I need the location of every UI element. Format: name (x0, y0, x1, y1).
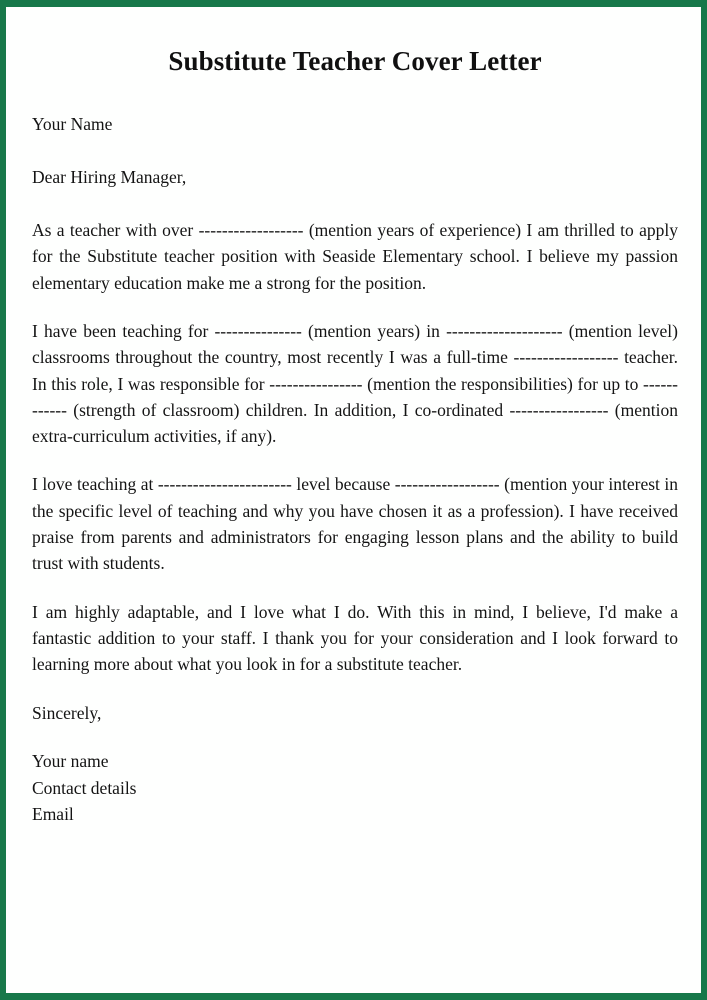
salutation: Dear Hiring Manager, (32, 167, 187, 188)
body-paragraph-1: As a teacher with over ------------------ (mention years of experience) I am thrilled to apply for the Substitute teacher position with Seaside Elementary school. I believe my passion elementary education make me a strong for the position. (32, 220, 678, 293)
spacer (32, 577, 678, 599)
body-paragraph-3: I love teaching at ----------------------- level because ------------------ (mention your interest in the specific level of teaching and why you have chosen it as a profession). I have received praise from parents and administrators for engaging lesson plans and the ability to build trust with students. (32, 474, 678, 574)
valediction: Sincerely, (32, 702, 102, 723)
spacer (32, 678, 678, 700)
sender-name-placeholder: Your Name (32, 114, 113, 135)
spacer (32, 726, 678, 748)
body-paragraph-2: I have been teaching for --------------- (mention years) in -------------------- (mention level) classrooms throughout the country, most recently I was a full-time ------------------ teacher. In this role, I was responsible for ---------------- (mention the responsibilities) for up to ------------ (strength of classroom) children. In addition, I co-ordinated ----------------- (mention extra-curriculum activities, if any). (32, 320, 678, 447)
spacer (32, 190, 678, 217)
signature-email-placeholder: Email (32, 804, 74, 824)
spacer (32, 296, 678, 318)
body-paragraph-4: I am highly adaptable, and I love what I do. With this in mind, I believe, I'd make a fantastic addition to your staff. I thank you for your consideration and I look forward to learning more about what you look in for a substitute teacher. (32, 601, 678, 675)
spacer (32, 137, 678, 164)
signature-contact-placeholder: Contact details (32, 777, 137, 798)
page-title: Substitute Teacher Cover Letter (168, 46, 542, 76)
spacer (32, 77, 678, 111)
signature-name-placeholder: Your name (32, 751, 109, 771)
letter-sheet (6, 7, 701, 993)
spacer (32, 449, 678, 471)
